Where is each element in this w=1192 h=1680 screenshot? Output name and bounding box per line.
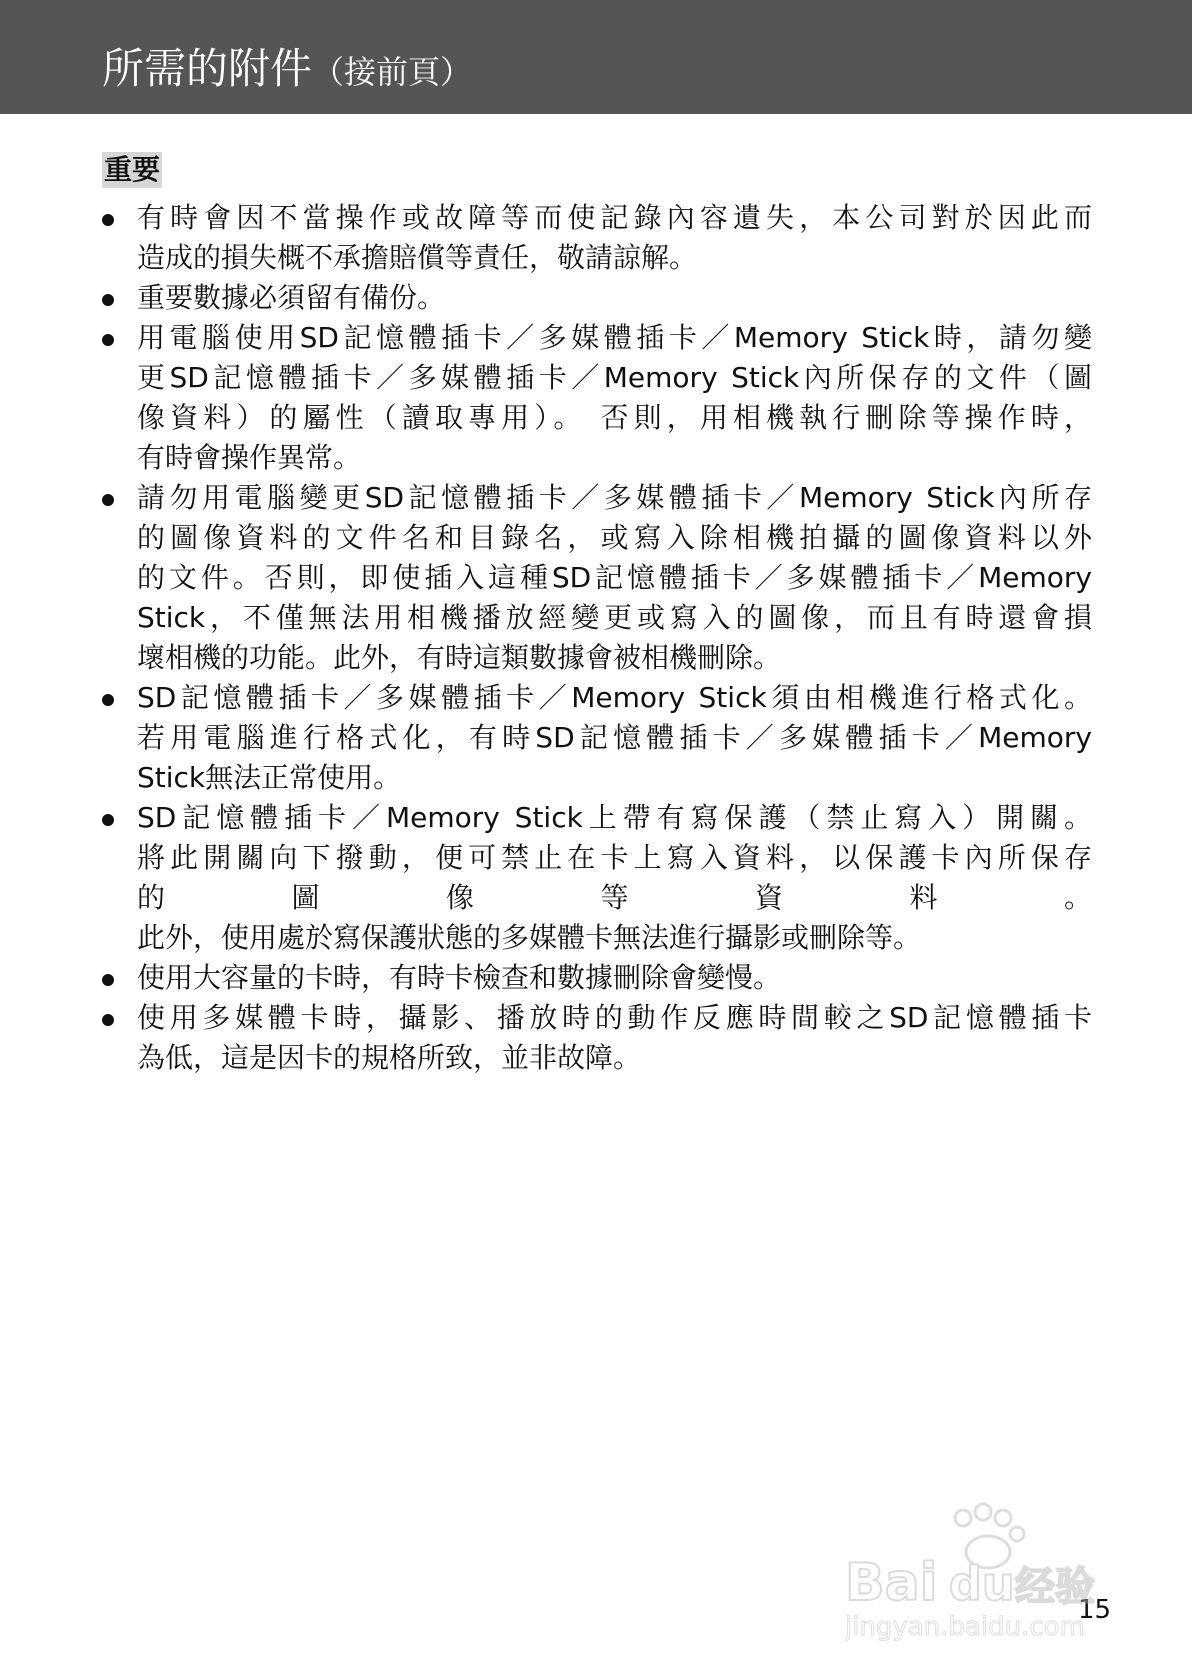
list-item-text-line: 有時會因不當操作或故障等而使記錄內容遺失，本公司對於因此而 [137,201,1092,234]
list-item [102,318,1092,478]
list-item-text-line: 有時會操作異常。 [137,441,362,474]
list-item-text-line: 若用電腦進行格式化，有時SD記憶體插卡／多媒體插卡／Memory [137,721,1092,754]
list-item-text-line: 壞相機的功能。此外，有時這類數據會被相機刪除。 [137,641,782,674]
list-item-text-line: 請勿用電腦變更SD記憶體插卡／多媒體插卡／Memory Stick內所存 [137,481,1092,514]
list-item-text-line: 為低，這是因卡的規格所致，並非故障。 [137,1041,642,1074]
list-item-text-line: SD記憶體插卡／Memory Stick上帶有寫保護（禁止寫入）開關。 [137,801,1092,834]
list-item-text-line: 像資料）的屬性（讀取專用）。 否則，用相機執行刪除等操作時， [137,401,1092,434]
section-heading-important: 重要 [104,153,161,186]
list-item-text-line: SD記憶體插卡／多媒體插卡／Memory Stick須由相機進行格式化。 [137,681,1092,714]
list-item [102,198,1092,278]
bullet-icon [102,814,114,826]
page-title-main: 所需的附件 [102,44,313,93]
svg-text:Bai: Bai [845,1553,938,1613]
list-item [102,678,1092,798]
bullet-icon [102,694,114,706]
svg-text:经验: 经验 [1015,1564,1095,1610]
page-number: 15 [1078,1595,1112,1625]
important-notes-list [102,198,1092,1078]
list-item [102,798,1092,958]
page-title [102,44,472,97]
svg-text:du: du [949,1557,1015,1611]
list-item-text-line: 將此開關向下撥動，便可禁止在卡上寫入資料，以保護卡內所保存 [137,841,1092,874]
bullet-icon [102,1014,114,1026]
list-item-text-line: Stick無法正常使用。 [137,761,402,794]
list-item [102,958,1092,998]
bullet-icon [102,494,114,506]
svg-text:jingyan.baidu.com: jingyan.baidu.com [845,1612,1085,1642]
baidu-jingyan-watermark-logo [845,1500,1125,1645]
list-item-text-line: 此外，使用處於寫保護狀態的多媒體卡無法進行攝影或刪除等。 [137,921,922,954]
list-item-text-line: 的文件。否則，即使插入這種SD記憶體插卡／多媒體插卡／Memory [137,561,1092,594]
list-item-text-line: Stick，不僅無法用相機播放經變更或寫入的圖像，而且有時還會損 [137,601,1092,634]
list-item-text-line: 的圖像資料的文件名和目錄名，或寫入除相機拍攝的圖像資料以外 [137,521,1092,554]
bullet-icon [102,214,114,226]
list-item [102,478,1092,678]
page-title-subtitle: （接前頁） [312,53,473,91]
bullet-icon [102,294,114,306]
list-item [102,998,1092,1078]
list-item-text-line: 使用多媒體卡時，攝影、播放時的動作反應時間較之SD記憶體插卡 [137,1001,1092,1034]
bullet-icon [102,334,114,346]
list-item-text-line: 造成的損失概不承擔賠償等責任，敬請諒解。 [137,241,698,274]
list-item-text-line: 使用大容量的卡時，有時卡檢查和數據刪除會變慢。 [137,961,782,994]
list-item-text-line: 的圖像等資料。 [137,881,1092,914]
list-item-text-line: 更SD記憶體插卡／多媒體插卡／Memory Stick內所保存的文件（圖 [137,361,1092,394]
list-item-text-line: 重要數據必須留有備份。 [137,281,446,314]
page-header [0,0,1192,114]
list-item-text-line: 用電腦使用SD記憶體插卡／多媒體插卡／Memory Stick時，請勿變 [137,321,1092,354]
list-item [102,278,1092,318]
bullet-icon [102,974,114,986]
